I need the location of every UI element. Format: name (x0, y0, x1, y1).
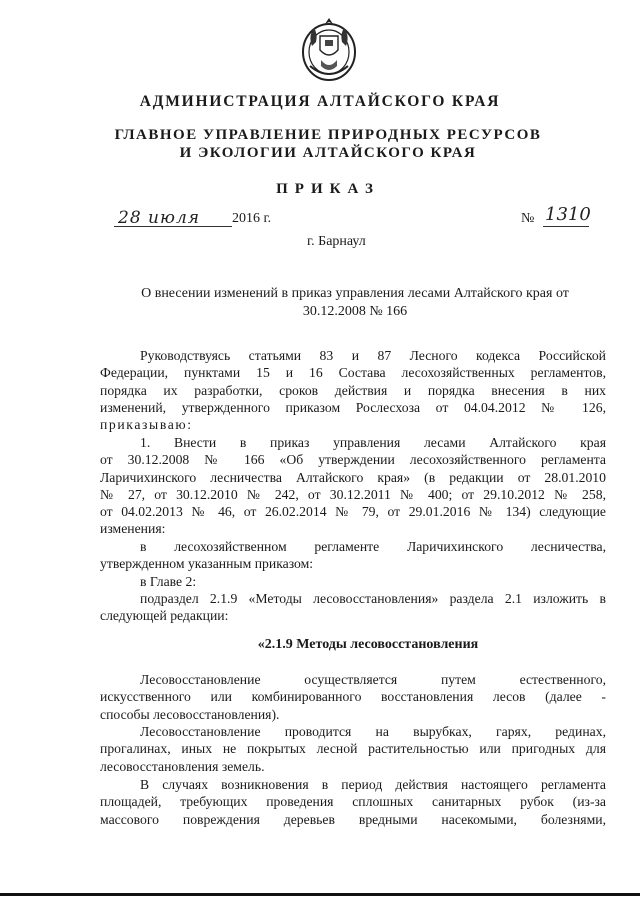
body-line: Ларичихинского лесничества Алтайского края» (в редакции от 28.01.2010 (100, 469, 606, 485)
date-underline (114, 226, 232, 227)
order-number-handwritten: 1310 (545, 204, 591, 225)
department-title-line2: И ЭКОЛОГИИ АЛТАЙСКОГО КРАЯ (179, 145, 477, 161)
order-subject-line1: О внесении изменений в приказ управления лесами Алтайского края от (141, 286, 569, 301)
body-line: приказываю: (100, 417, 193, 433)
section-paragraph-1 (100, 671, 606, 723)
body-line: в лесохозяйственном регламенте Ларичихинского лесничества, (140, 539, 606, 554)
department-title-line1: ГЛАВНОЕ УПРАВЛЕНИЕ ПРИРОДНЫХ РЕСУРСОВ (114, 127, 542, 143)
body-line: Лесовосстановление проводится на вырубках, гарях, рединах, (140, 724, 606, 739)
body-line: лесовосстановления земель. (100, 758, 265, 774)
body-line: в Главе 2: (140, 573, 197, 589)
body-line: искусственного или комбинированного восстановления лесов (далее - (100, 689, 606, 705)
administration-title: АДМИНИСТРАЦИЯ АЛТАЙСКОГО КРАЯ (139, 93, 501, 110)
body-line: Руководствуясь статьями 83 и 87 Лесного кодекса Российской (140, 348, 606, 363)
section-paragraph-3 (100, 776, 606, 828)
order-number-label: № (521, 211, 535, 226)
body-line: от 04.02.2013 № 46, от 26.02.2014 № 79, от 29.01.2016 № 134) следующие (100, 504, 606, 520)
order-item-1 (100, 434, 606, 538)
coat-of-arms-emblem (300, 16, 358, 82)
body-line: площадей, требующих проведения сплошных санитарных рубок (из-за (100, 794, 606, 810)
body-line: прогалинах, иных не покрытых лесной растительностью или пригодных для (100, 741, 606, 757)
body-line: порядка их разработки, сроков действия и порядка внесения в них (100, 382, 606, 398)
body-line: изменений, утвержденного приказом Рослесхоза от 04.04.2012 № 126, (100, 399, 606, 415)
order-year: 2016 г. (232, 211, 272, 226)
body-line: Лесовосстановление осуществляется путем естественного, (140, 672, 606, 687)
number-underline (543, 226, 589, 227)
order-amendments (100, 538, 606, 624)
body-line: подраздел 2.1.9 «Методы лесовосстановления» раздела 2.1 изложить в (140, 590, 606, 606)
order-city: г. Барнаул (307, 234, 366, 249)
scan-bottom-border (0, 893, 640, 896)
body-line: утвержденном указанным приказом: (100, 556, 314, 572)
body-line: следующей редакции: (100, 608, 229, 624)
section-paragraph-2 (100, 723, 606, 775)
body-line: Федерации, пунктами 15 и 16 Состава лесохозяйственных регламентов, (100, 365, 606, 381)
body-line: 1. Внести в приказ управления лесами Алтайского края (140, 435, 606, 450)
order-date-handwritten: 28 июля (118, 208, 201, 228)
document-type: ПРИКАЗ (276, 181, 380, 197)
order-subject-line2: 30.12.2008 № 166 (302, 304, 408, 319)
order-body-preamble (100, 347, 606, 433)
body-line: от 30.12.2008 № 166 «Об утверждении лесохозяйственного регламента (100, 452, 606, 468)
body-line: массового повреждения деревьев вредными насекомыми, болезнями, (100, 811, 606, 827)
body-line: № 27, от 30.12.2010 № 242, от 30.12.2011 № 400; от 29.10.2012 № 258, (100, 486, 606, 502)
body-line: способы лесовосстановления). (100, 706, 280, 722)
body-line: В случаях возникновения в период действия настоящего регламента (140, 777, 606, 792)
section-heading: «2.1.9 Методы лесовосстановления (257, 637, 479, 652)
body-line: изменения: (100, 521, 166, 537)
